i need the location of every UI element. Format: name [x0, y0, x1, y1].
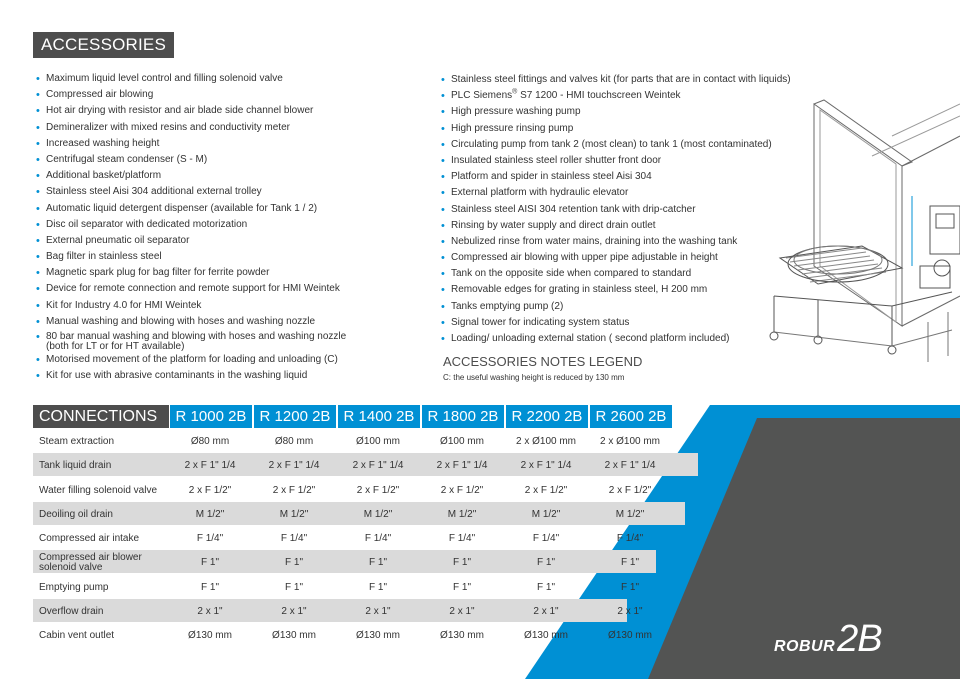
row-value: F 1": [369, 557, 387, 568]
list-item: [36, 332, 406, 354]
accessories-left-list: [36, 73, 406, 386]
list-item: • Magnetic spark plug for bag filter for ferrite powder: [36, 267, 406, 283]
model-header: R 1200 2B: [254, 405, 336, 428]
list-item: • Manual washing and blowing with hoses and washing nozzle: [36, 316, 406, 332]
list-item: • Centrifugal steam condenser (S - M): [36, 154, 406, 170]
list-item: • Compressed air blowing with upper pipe adjustable in height: [441, 252, 821, 268]
row-value: 2 x F 1/2": [440, 485, 484, 496]
row-label: Steam extraction: [39, 435, 115, 447]
list-item: • Stainless steel fittings and valves kit (for parts that are in contact with liquids): [441, 74, 821, 90]
row-value: M 1/2": [447, 509, 477, 520]
list-item: • Nebulized rinse from water mains, draining into the washing tank: [441, 236, 821, 252]
model-header: R 2200 2B: [506, 405, 588, 428]
logo-brand: ROBUR: [774, 638, 836, 655]
row-label: Water filling solenoid valve: [39, 484, 158, 496]
row-value: 2 x F 1/2": [524, 485, 568, 496]
list-item: • Removable edges for grating in stainless steel, H 200 mm: [441, 284, 821, 300]
list-item: • Signal tower for indicating system status: [441, 317, 821, 333]
registered-mark: ®: [512, 88, 518, 96]
logo-model: 2B: [837, 618, 882, 660]
row-value: F 1": [621, 582, 639, 593]
list-item: • Rinsing by water supply and direct drain outlet: [441, 220, 821, 236]
row-value: F 1/4": [616, 533, 644, 544]
list-item: • External platform with hydraulic elevator: [441, 187, 821, 203]
row-value: F 1": [369, 582, 387, 593]
row-value: F 1": [537, 557, 555, 568]
notes-legend-text: C: the useful washing height is reduced by 130 mm: [443, 373, 625, 382]
row-value: 2 x F 1" 1/4: [436, 460, 488, 471]
list-item-line: (both for LT or for HT available): [46, 341, 185, 352]
row-value: F 1/4": [196, 533, 224, 544]
list-item: • Device for remote connection and remote support for HMI Weintek: [36, 283, 406, 299]
row-value: 2 x F 1" 1/4: [604, 460, 656, 471]
connections-title: CONNECTIONS: [33, 405, 169, 428]
row-value: Ø80 mm: [190, 436, 230, 447]
row-value: M 1/2": [531, 509, 561, 520]
row-value: Ø130 mm: [356, 630, 400, 641]
row-value: 2 x F 1/2": [272, 485, 316, 496]
row-label: Overflow drain: [39, 605, 104, 617]
model-header: R 1800 2B: [422, 405, 504, 428]
machine-illustration: [752, 96, 960, 366]
accessories-heading: ACCESSORIES: [33, 32, 174, 58]
list-item: • Demineralizer with mixed resins and conductivity meter: [36, 122, 406, 138]
list-item: • Platform and spider in stainless steel Aisi 304: [441, 171, 821, 187]
row-value: Ø130 mm: [272, 630, 316, 641]
row-value: 2 x F 1/2": [608, 485, 652, 496]
row-value: F 1": [621, 557, 639, 568]
model-header: R 1400 2B: [338, 405, 420, 428]
row-value: F 1": [453, 582, 471, 593]
row-value: Ø130 mm: [524, 630, 568, 641]
row-value: 2 x F 1" 1/4: [268, 460, 320, 471]
row-value: 2 x Ø100 mm: [599, 436, 661, 447]
list-item: • High pressure rinsing pump: [441, 123, 821, 139]
list-item: • Tank on the opposite side when compared to standard: [441, 268, 821, 284]
row-value: Ø130 mm: [188, 630, 232, 641]
row-label-line: Compressed air blower: [39, 552, 142, 563]
robur-2b-logo: [774, 618, 882, 661]
row-value: 2 x 1": [197, 606, 223, 617]
row-value: F 1": [285, 582, 303, 593]
list-item: • High pressure washing pump: [441, 106, 821, 122]
row-value: 2 x F 1" 1/4: [184, 460, 236, 471]
row-value: 2 x 1": [449, 606, 475, 617]
list-item: • Motorised movement of the platform for loading and unloading (C): [36, 354, 406, 370]
row-value: F 1": [537, 582, 555, 593]
row-value: F 1/4": [280, 533, 308, 544]
row-label: Emptying pump: [39, 581, 109, 593]
row-value: Ø100 mm: [440, 436, 484, 447]
row-value: F 1": [285, 557, 303, 568]
row-label-line: solenoid valve: [39, 562, 103, 573]
notes-legend-title: ACCESSORIES NOTES LEGEND: [443, 354, 643, 369]
row-value: F 1": [201, 582, 219, 593]
list-item: • Kit for Industry 4.0 for HMI Weintek: [36, 300, 406, 316]
row-label: Compressed air intake: [39, 532, 140, 544]
row-value: F 1": [453, 557, 471, 568]
row-value: F 1/4": [364, 533, 392, 544]
list-item: • Stainless steel AISI 304 retention tank with drip-catcher: [441, 204, 821, 220]
row-value: Ø130 mm: [440, 630, 484, 641]
list-item: • External pneumatic oil separator: [36, 235, 406, 251]
list-item-line: 80 bar manual washing and blowing with hoses and washing nozzle: [46, 331, 347, 342]
list-item: • Insulated stainless steel roller shutter front door: [441, 155, 821, 171]
row-value: F 1/4": [532, 533, 560, 544]
row-value: F 1": [201, 557, 219, 568]
list-item: • Tanks emptying pump (2): [441, 301, 821, 317]
list-item: • Hot air drying with resistor and air blade side channel blower: [36, 105, 406, 121]
model-header: R 2600 2B: [590, 405, 672, 428]
row-label: Tank liquid drain: [39, 459, 112, 471]
list-item: • Stainless steel Aisi 304 additional external trolley: [36, 186, 406, 202]
list-item: • Kit for use with abrasive contaminants in the washing liquid: [36, 370, 406, 386]
row-value: 2 x F 1" 1/4: [352, 460, 404, 471]
row-value: 2 x F 1/2": [356, 485, 400, 496]
list-item: • Disc oil separator with dedicated motorization: [36, 219, 406, 235]
list-item: • Maximum liquid level control and filling solenoid valve: [36, 73, 406, 89]
row-label: Deoiling oil drain: [39, 508, 113, 520]
row-value: 2 x 1": [533, 606, 559, 617]
plc-suffix: S7 1200 - HMI touchscreen Weintek: [517, 90, 681, 102]
row-value: M 1/2": [363, 509, 393, 520]
row-value: 2 x Ø100 mm: [515, 436, 577, 447]
row-value: M 1/2": [279, 509, 309, 520]
row-value: 2 x F 1/2": [188, 485, 232, 496]
list-item: • Automatic liquid detergent dispenser (available for Tank 1 / 2): [36, 203, 406, 219]
model-header: R 1000 2B: [170, 405, 252, 428]
list-item: • Additional basket/platform: [36, 170, 406, 186]
row-value: 2 x 1": [281, 606, 307, 617]
list-item: • Loading/ unloading external station ( second platform included): [441, 333, 821, 349]
row-value: Ø100 mm: [356, 436, 400, 447]
list-item: • Increased washing height: [36, 138, 406, 154]
row-value: 2 x 1": [365, 606, 391, 617]
row-value: F 1/4": [448, 533, 476, 544]
list-item: • Compressed air blowing: [36, 89, 406, 105]
row-value: 2 x 1": [617, 606, 643, 617]
row-label: [39, 551, 169, 574]
plc-prefix: PLC Siemens: [451, 90, 513, 102]
list-item: • Circulating pump from tank 2 (most clean) to tank 1 (most contaminated): [441, 139, 821, 155]
list-item: • Bag filter in stainless steel: [36, 251, 406, 267]
row-value: M 1/2": [195, 509, 225, 520]
row-value: Ø80 mm: [274, 436, 314, 447]
row-value: Ø130 mm: [608, 630, 652, 641]
row-value: 2 x F 1" 1/4: [520, 460, 572, 471]
row-label: Cabin vent outlet: [39, 629, 115, 641]
row-value: M 1/2": [615, 509, 645, 520]
